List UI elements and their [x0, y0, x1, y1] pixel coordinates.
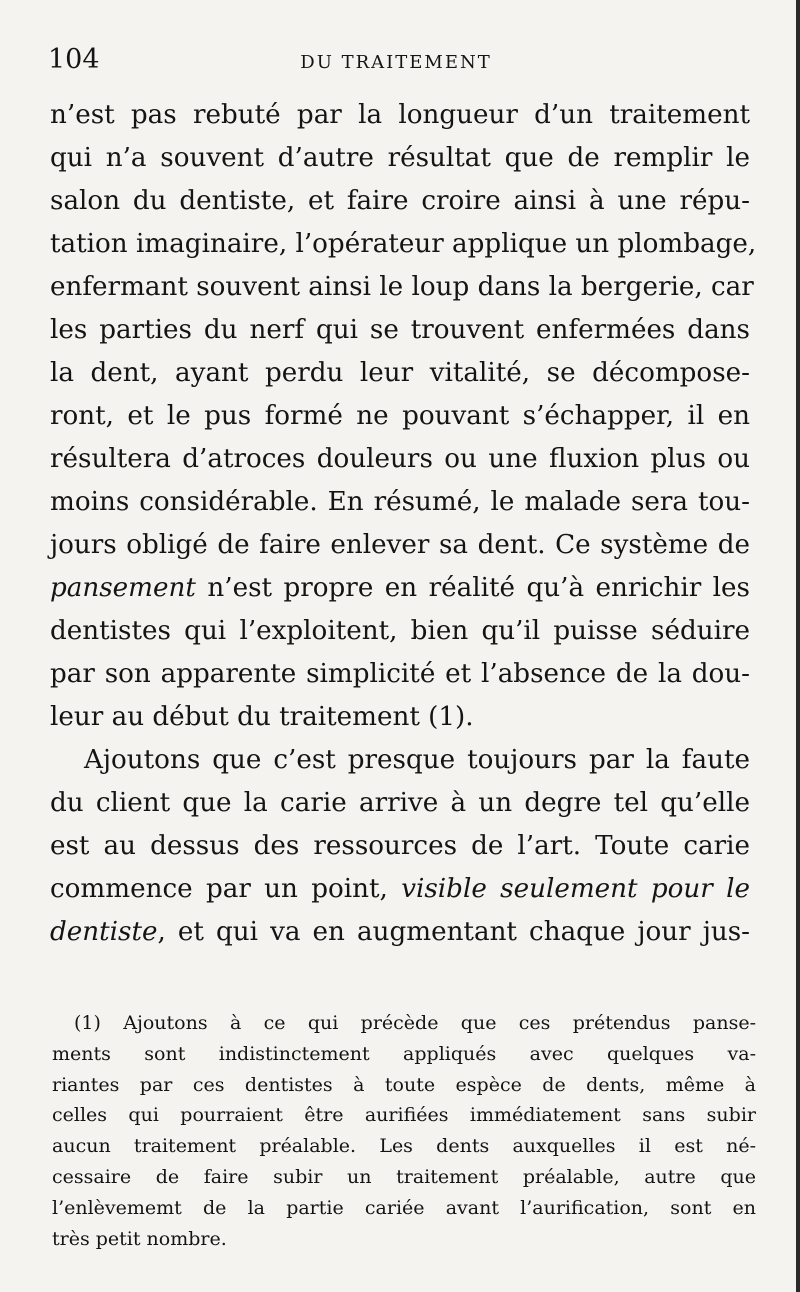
- text-line: Ajoutons que c’est presque toujours par la faute: [84, 745, 750, 775]
- footnote: [52, 1008, 756, 1254]
- text-line: dentistes qui l’exploitent, bien qu’il puisse séduire: [50, 616, 750, 646]
- text-line: les parties du nerf qui se trouvent enfermées dans: [50, 315, 750, 345]
- page-header: [48, 44, 744, 80]
- text-line: est au dessus des ressources de l’art. Toute carie: [50, 831, 750, 861]
- text-line: moins considérable. En résumé, le malade sera tou-: [50, 487, 750, 517]
- text-line: par son apparente simplicité et l’absence de la dou-: [50, 659, 750, 689]
- body-text: [50, 94, 757, 954]
- footnote-line: très petit nombre.: [52, 1227, 227, 1250]
- text-line: [50, 911, 750, 954]
- text-line: qui n’a souvent d’autre résultat que de remplir le: [50, 143, 750, 173]
- footnote-line: ments sont indistinctement appliqués avec quelques va-: [52, 1042, 756, 1065]
- text-line: ront, et le pus formé ne pouvant s’échapper, il en: [50, 401, 750, 431]
- running-head: DU TRAITEMENT: [300, 52, 492, 73]
- footnote-line: aucun traitement préalable. Les dents auxquelles il est né-: [52, 1135, 756, 1158]
- text-line: résultera d’atroces douleurs ou une fluxion plus ou: [50, 444, 750, 474]
- italic-text: pansement: [50, 573, 196, 603]
- italic-text: visible seulement pour le: [401, 874, 750, 904]
- text-line: salon du dentiste, et faire croire ainsi à une répu-: [50, 186, 750, 216]
- text-line: leur au début du traitement (1).: [50, 702, 474, 732]
- page-edge-shadow: [796, 0, 800, 1292]
- footnote-line: (1) Ajoutons à ce qui précède que ces prétendus panse-: [74, 1012, 756, 1034]
- text-line: [50, 567, 750, 610]
- footnote-line: l’enlèvememt de la partie cariée avant l’aurification, sont en: [52, 1196, 756, 1219]
- text-line: jours obligé de faire enlever sa dent. Ce système de: [50, 530, 750, 560]
- text-line: n’est pas rebuté par la longueur d’un traitement: [50, 100, 750, 130]
- footnote-line: celles qui pourraient être aurifiées immédiatement sans subir: [52, 1104, 756, 1127]
- footnote-line: cessaire de faire subir un traitement préalable, autre que: [52, 1165, 756, 1188]
- text-line: enfermant souvent ainsi le loup dans la bergerie, car: [50, 272, 754, 302]
- italic-text: dentiste: [50, 917, 158, 947]
- text-line: la dent, ayant perdu leur vitalité, se décompose-: [50, 358, 750, 388]
- page-number: 104: [48, 44, 100, 75]
- text-span: n’est propre en réalité qu’à enrichir les: [195, 573, 750, 603]
- text-line: [50, 868, 750, 911]
- text-line: tation imaginaire, l’opérateur applique un plombage,: [50, 229, 757, 259]
- text-line: du client que la carie arrive à un degre tel qu’elle: [50, 788, 750, 818]
- footnote-line: riantes par ces dentistes à toute espèce de dents, même à: [52, 1073, 756, 1096]
- text-span: commence par un point,: [50, 874, 402, 904]
- text-span: , et qui va en augmentant chaque jour jus-: [157, 917, 750, 947]
